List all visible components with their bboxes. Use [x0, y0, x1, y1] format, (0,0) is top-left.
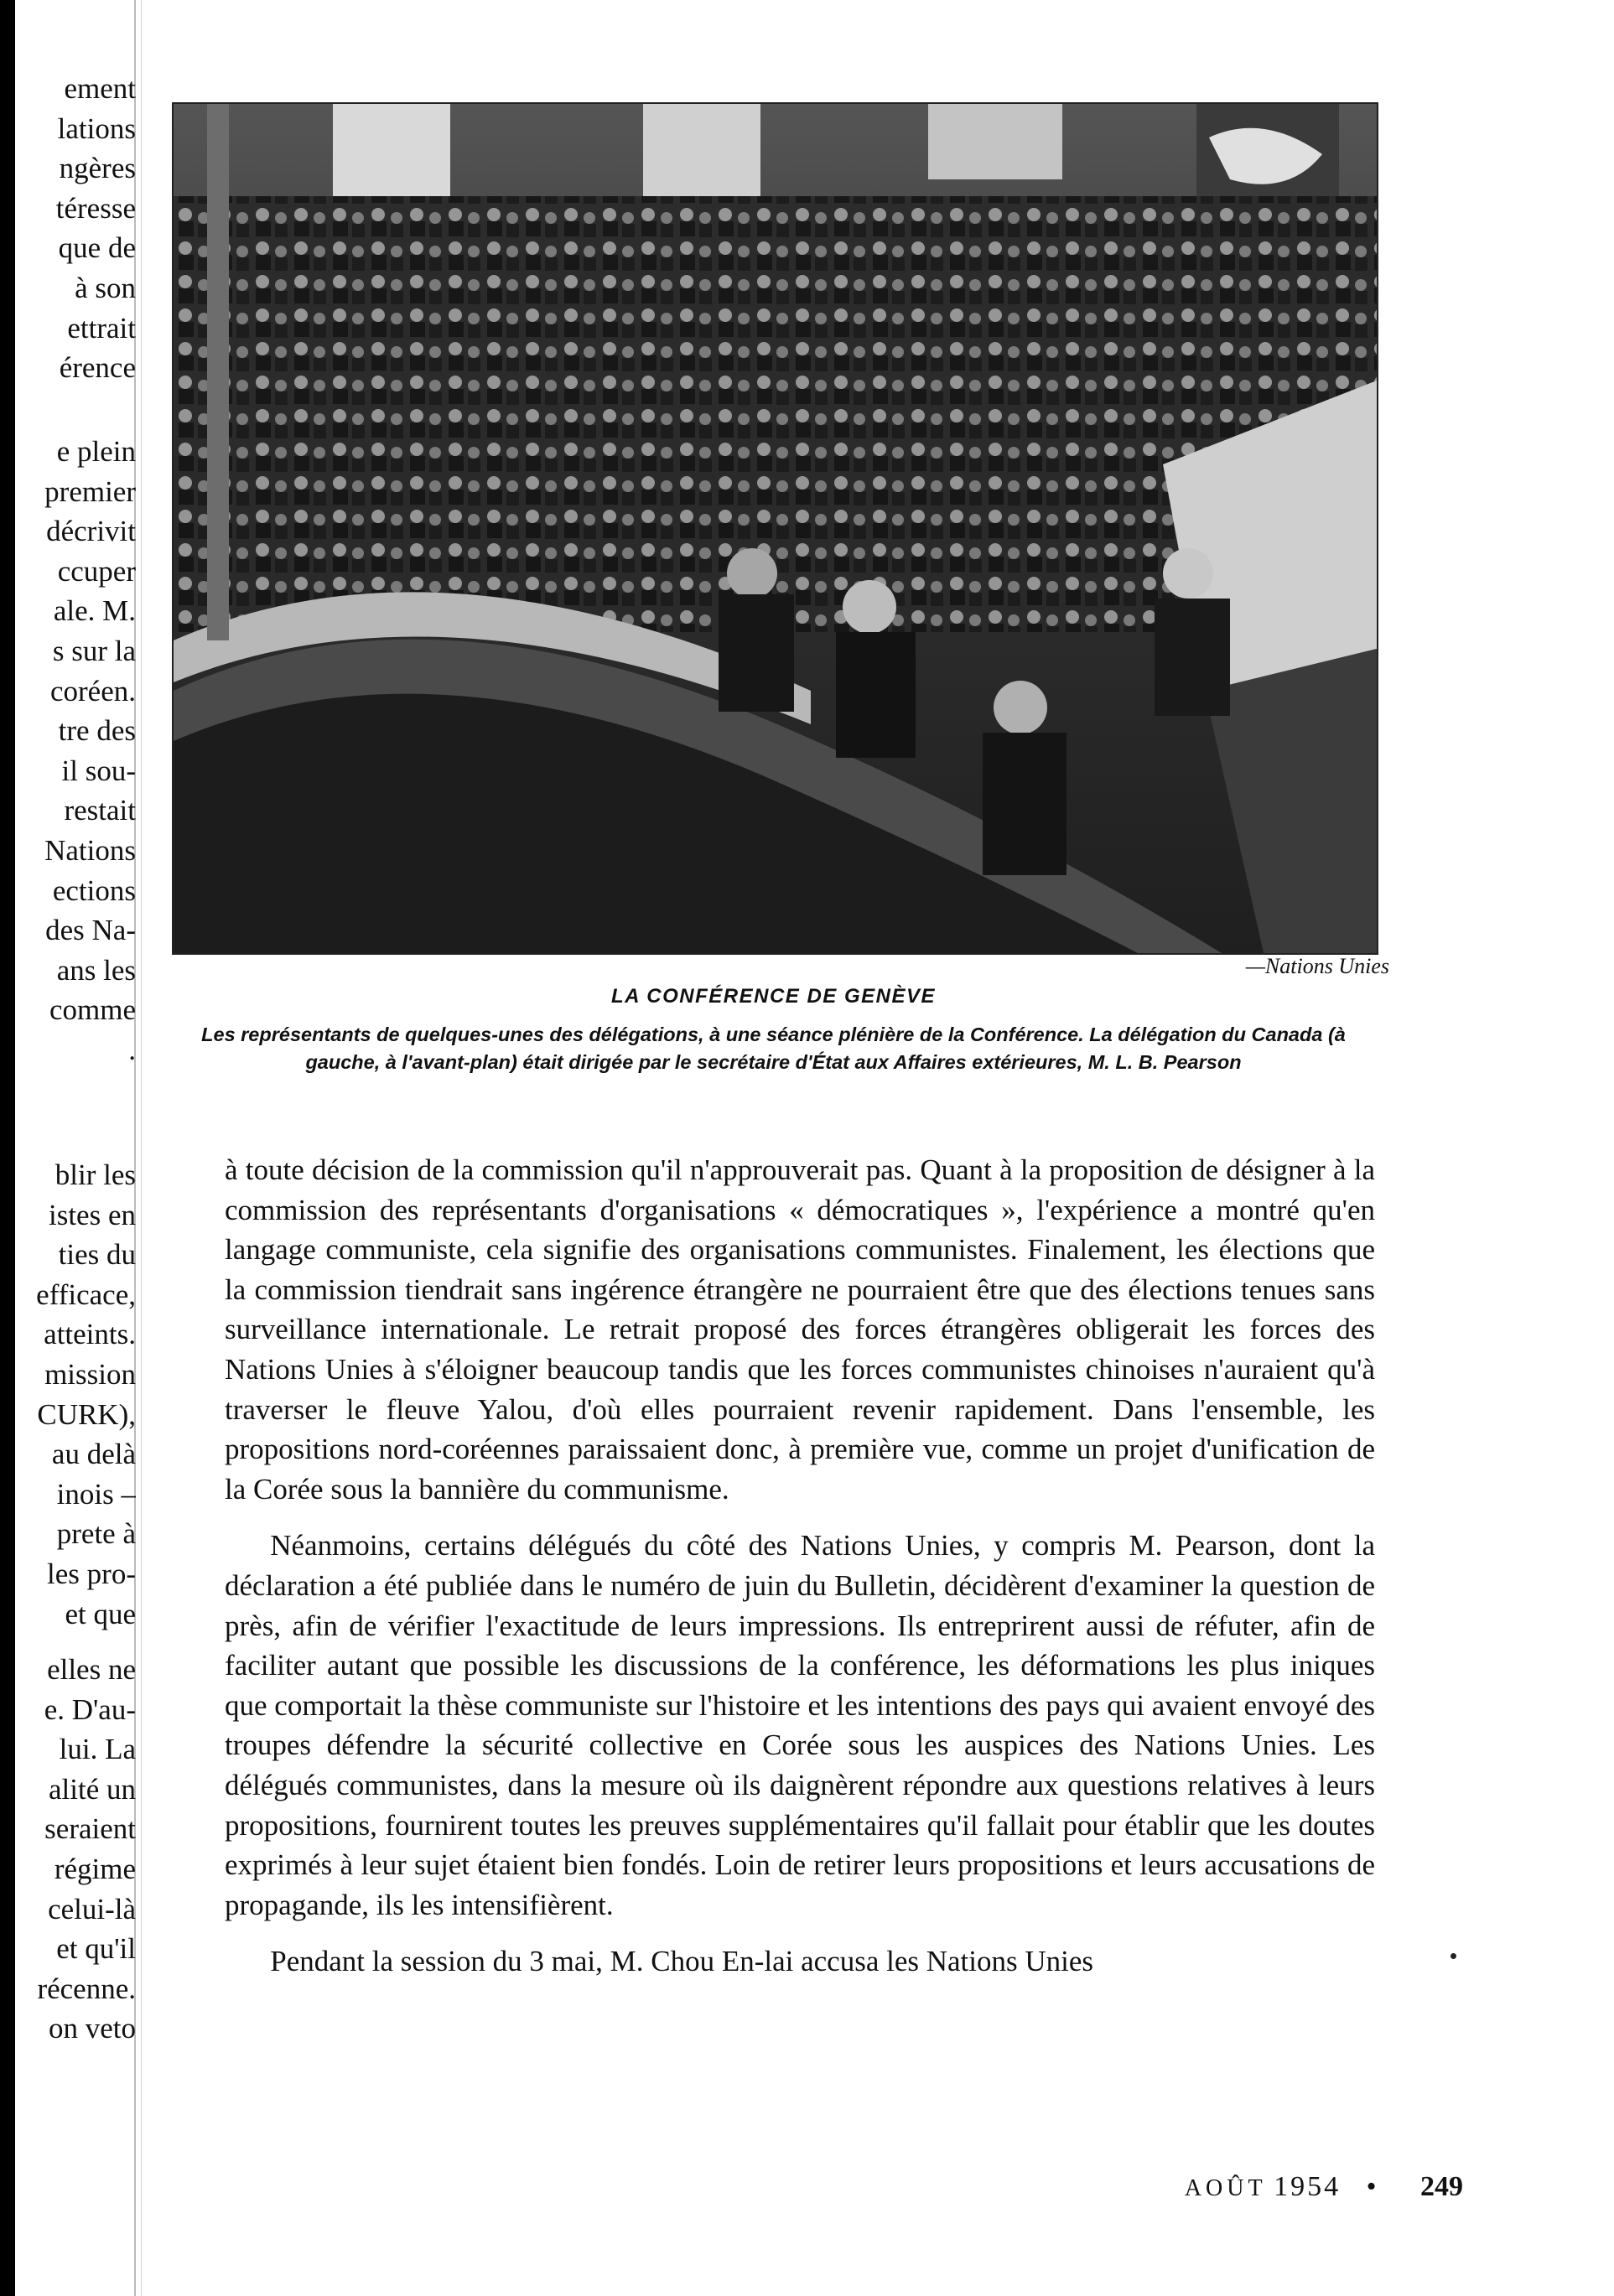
fragment-line: il sou- [61, 754, 136, 787]
fragment-line: décrivit [46, 515, 136, 548]
fragment-line: restait [64, 794, 136, 827]
fragment-line: des Na- [45, 914, 136, 947]
fragment-line: coréen. [49, 674, 136, 707]
fragment-line: régime [54, 1852, 136, 1885]
paragraph-2: Néanmoins, certains délégués du côté des Nations Unies, y compris M. Pearson, dont la déclaration a été publiée dans le numéro de juin du Bulletin, décidèrent d'examiner la question de près, afin de vérifier l'exactitude de leurs impressions. Ils entreprirent aussi de réfuter, afin de faciliter autant que possible les discussions de la conférence, les déformations les plus iniques que comportait la thèse communiste sur l'histoire et les intentions des pays qui avaient envoyé des troupes défendre la sécurité collective en Corée sous les auspices des Nations Unies. Les délégués communistes, dans la mesure où ils daignèrent répondre aux questions relatives à leurs propositions, fournirent toutes les preuves supplémentaires qu'il fallait pour établir que les doutes exprimés à leur sujet étaient bien fondés. Loin de retirer leurs propositions et leurs accusations de propagande, ils les intensifièrent. [225, 1529, 1375, 1921]
page-gutter-inner [141, 0, 142, 2296]
fragment-line: ections [52, 873, 136, 907]
fragment-line: blir les [54, 1158, 136, 1191]
fragment-line: inois – [56, 1477, 136, 1511]
fragment-line: Nations [44, 833, 136, 867]
fragment-line: elles ne [47, 1653, 136, 1686]
fragment-line: ettrait [67, 311, 136, 345]
footer-year: 1954 [1274, 2171, 1342, 2202]
fragment-line: alité un [49, 1772, 136, 1806]
footer-separator: • [1366, 2171, 1377, 2202]
fragment-line: prete à [56, 1517, 136, 1551]
fragment-line: on veto [48, 2012, 136, 2045]
article-body [225, 1150, 1375, 1982]
fragment-line: comme [49, 993, 136, 1027]
footer-month: AOÛT [1184, 2175, 1267, 2201]
fragment-line: . [128, 1033, 136, 1066]
fragment-line: érence [59, 351, 136, 385]
fragment-line: au delà [51, 1438, 136, 1471]
left-column-fragment-3 [34, 1155, 136, 1634]
fragment-line: seraient [44, 1812, 136, 1846]
fragment-line: celui-là [48, 1892, 136, 1925]
fragment-line: ans les [56, 953, 136, 987]
fragment-line: e plein [56, 435, 136, 468]
margin-dot [1451, 1953, 1456, 1959]
fragment-line: téresse [55, 191, 136, 225]
fragment-line: lui. La [59, 1733, 136, 1766]
fragment-line: e. D'au- [44, 1692, 136, 1726]
fragment-line: ccuper [57, 554, 136, 588]
fragment-line: premier [44, 474, 136, 508]
left-column-fragment-1 [34, 69, 136, 388]
fragment-line: et qu'il [56, 1932, 136, 1966]
fragment-line: mission [44, 1357, 136, 1391]
left-column-fragment-2 [34, 432, 136, 1070]
fragment-line: efficace, [36, 1278, 136, 1311]
fragment-line: ngères [59, 152, 136, 185]
caption-title: LA CONFÉRENCE DE GENÈVE [611, 985, 936, 1008]
fragment-line: ale. M. [53, 594, 136, 628]
fragment-line: que de [58, 231, 136, 265]
page-footer [1185, 2171, 1463, 2203]
fragment-line: à son [75, 271, 136, 304]
paragraph-3: Pendant la session du 3 mai, M. Chou En-lai accusa les Nations Unies [270, 1945, 1094, 1978]
photo-credit: —Nations Unies [1245, 954, 1389, 978]
fragment-line: lations [57, 111, 136, 145]
conference-photo-drawing [174, 104, 1377, 953]
left-column-fragment-4 [34, 1650, 136, 2049]
scan-edge [0, 0, 15, 2296]
fragment-line: atteints. [44, 1318, 136, 1351]
fragment-line: récenne. [37, 1972, 136, 2005]
fragment-line: les pro- [47, 1557, 136, 1590]
paragraph-1: à toute décision de la commission qu'il n'approuverait pas. Quant à la proposition de désigner à la commission des représentants d'organisations « démocratiques », l'expérience a montré qu'en langage communiste, cela signifie des organisations communistes. Finalement, les élections que la commission tiendrait sans ingérence étrangère ne pourraient être que des élections tenues sans surveillance internationale. Le retrait proposé des forces étrangères obligerait les forces des Nations Unies à s'éloigner beaucoup tandis que les forces communistes chinoises n'auraient qu'à traverser le fleuve Yalou, d'où elles pourraient revenir rapidement. Dans l'ensemble, les propositions nord-coréennes paraissaient donc, à première vue, comme un projet d'unification de la Corée sous la bannière du communisme. [225, 1153, 1375, 1506]
fragment-line: istes en [48, 1198, 136, 1231]
fragment-line: CURK), [37, 1397, 136, 1431]
caption-body: Les représentants de quelques-unes des délégations, à une séance plénière de la Conférence. La délégation du Canada (à gauche, à l'avant-plan) était dirigée par le secrétaire d'État aux Affaires extérieures, M. L. B. Pearson [201, 1024, 1346, 1073]
fragment-line: s sur la [52, 634, 136, 667]
page-number: 249 [1420, 2171, 1463, 2202]
conference-photo [172, 102, 1378, 955]
fragment-line: ement [64, 72, 136, 105]
fragment-line: tre des [58, 714, 136, 748]
fragment-line: ties du [58, 1238, 136, 1272]
fragment-line: et que [65, 1597, 136, 1630]
